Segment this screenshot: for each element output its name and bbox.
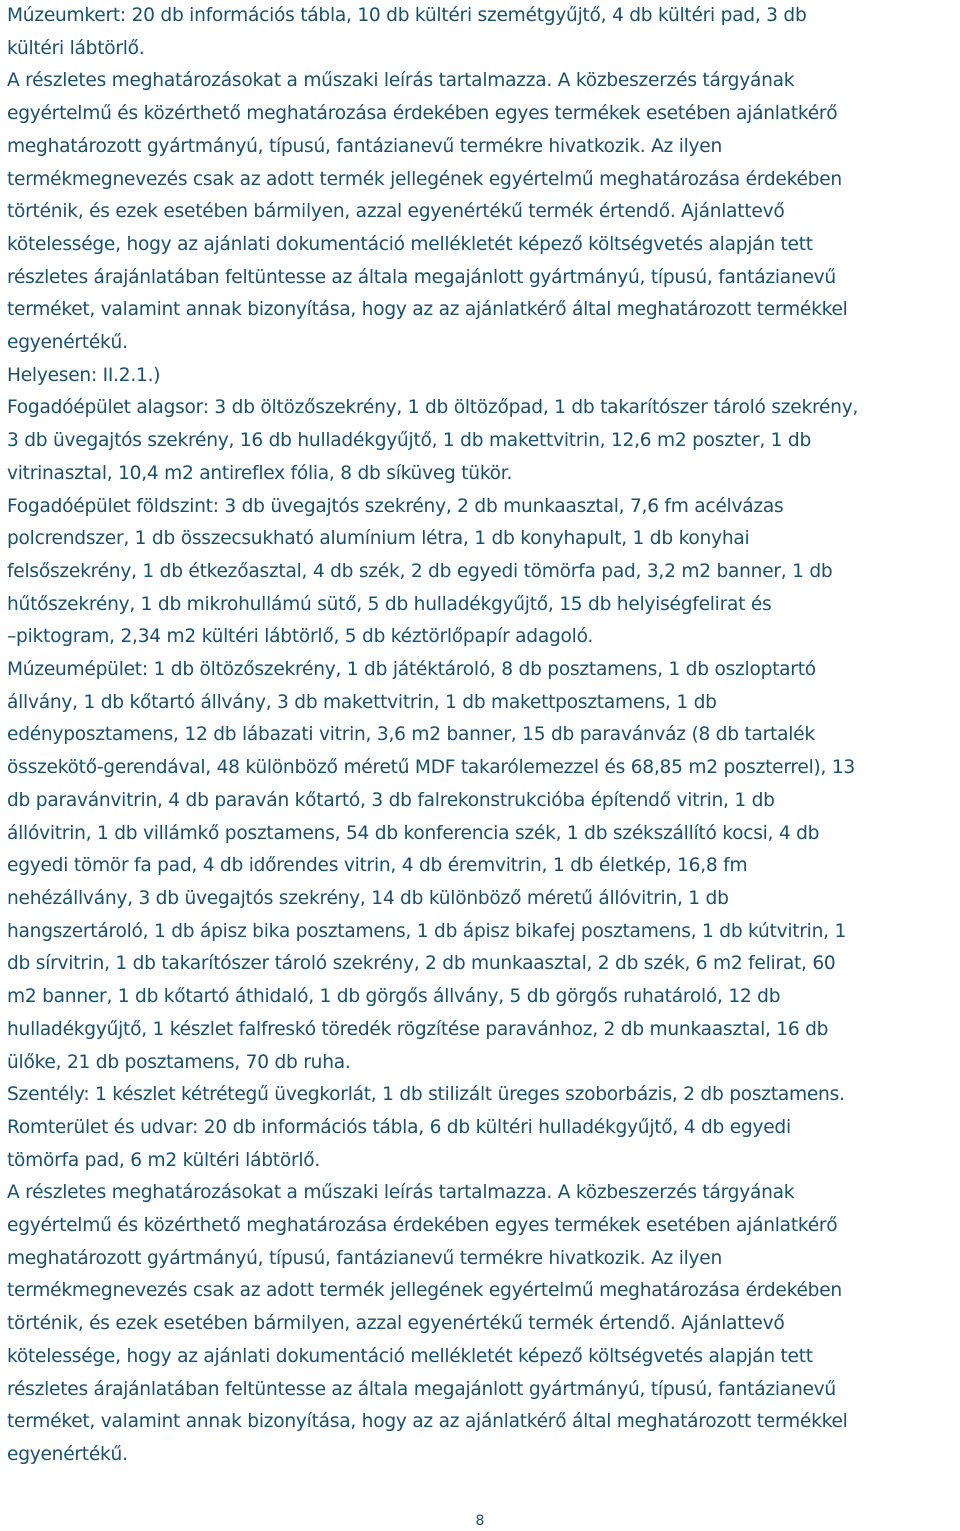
text-line: Múzeumépület: 1 db öltözőszekrény, 1 db játéktároló, 8 db posztamens, 1 db oszloptartó (7, 659, 816, 681)
text-line: egyértelmű és közérthető meghatározása érdekében egyes termékek esetében ajánlatkérő (7, 1215, 838, 1237)
text-line: db paravánvitrin, 4 db paraván kőtartó, 3 db falrekonstrukcióba építendő vitrin, 1 db (7, 789, 775, 811)
text-line: termékmegnevezés csak az adott termék jellegének egyértelmű meghatározása érdekében (7, 168, 842, 190)
text-line: meghatározott gyártmányú, típusú, fantázianevű termékre hivatkozik. Az ilyen (7, 1247, 723, 1269)
text-line: egyedi tömör fa pad, 4 db időrendes vitrin, 4 db éremvitrin, 1 db életkép, 16,8 fm (7, 855, 748, 877)
text-line: meghatározott gyártmányú, típusú, fantázianevű termékre hivatkozik. Az ilyen (7, 135, 723, 157)
text-line: ülőke, 21 db posztamens, 70 db ruha. (7, 1051, 351, 1073)
text-line: kötelessége, hogy az ajánlati dokumentáció mellékletét képező költségvetés alapján tett (7, 233, 813, 255)
text-line: történik, és ezek esetében bármilyen, azzal egyenértékű termék értendő. Ajánlattevő (7, 201, 785, 223)
text-line: állóvitrin, 1 db villámkő posztamens, 54 db konferencia szék, 1 db székszállító kocsi, 4 db (7, 822, 820, 844)
section-reference: Helyesen: II.2.1.) (7, 364, 161, 386)
text-line: A részletes meghatározásokat a műszaki leírás tartalmazza. A közbeszerzés tárgyának (7, 70, 795, 92)
text-line: vitrinasztal, 10,4 m2 antireflex fólia, 8 db síküveg tükör. (7, 462, 513, 484)
text-line: A részletes meghatározásokat a műszaki leírás tartalmazza. A közbeszerzés tárgyának (7, 1182, 795, 1204)
text-line: termékmegnevezés csak az adott termék jellegének egyértelmű meghatározása érdekében (7, 1280, 842, 1302)
text-line: nehézállvány, 3 db üvegajtós szekrény, 14 db különböző méretű állóvitrin, 1 db (7, 887, 729, 909)
text-line: tömörfa pad, 6 m2 kültéri lábtörlő. (7, 1149, 321, 1171)
text-line: Fogadóépület alagsor: 3 db öltözőszekrény, 1 db öltözőpad, 1 db takarítószer tároló szekrény, (7, 397, 859, 419)
text-line: részletes árajánlatában feltüntesse az általa megajánlott gyártmányú, típusú, fantázianevű (7, 1378, 836, 1400)
text-line: polcrendszer, 1 db összecsukható alumínium létra, 1 db konyhapult, 1 db konyhai (7, 528, 750, 550)
text-line: egyértelmű és közérthető meghatározása érdekében egyes termékek esetében ajánlatkérő (7, 103, 838, 125)
document-body (7, 0, 957, 1472)
text-line: –piktogram, 2,34 m2 kültéri lábtörlő, 5 db kéztörlőpapír adagoló. (7, 626, 594, 648)
page-number: 8 (475, 1513, 485, 1529)
text-line: egyenértékű. (7, 1443, 128, 1465)
text-line: m2 banner, 1 db kőtartó áthidaló, 1 db görgős állvány, 5 db görgős ruhatároló, 12 db (7, 986, 781, 1008)
text-line: felsőszekrény, 1 db étkezőasztal, 4 db szék, 2 db egyedi tömörfa pad, 3,2 m2 banner, 1 db (7, 560, 833, 582)
text-line: állvány, 1 db kőtartó állvány, 3 db makettvitrin, 1 db makettposztamens, 1 db (7, 691, 717, 713)
text-line: terméket, valamint annak bizonyítása, hogy az az ajánlatkérő által meghatározott termékkel (7, 1411, 848, 1433)
text-line: történik, és ezek esetében bármilyen, azzal egyenértékű termék értendő. Ajánlattevő (7, 1313, 785, 1335)
text-line: hangszertároló, 1 db ápisz bika posztamens, 1 db ápisz bikafej posztamens, 1 db kútvitrin, 1 (7, 920, 847, 942)
text-line: terméket, valamint annak bizonyítása, hogy az az ajánlatkérő által meghatározott termékkel (7, 299, 848, 321)
text-line: hulladékgyűjtő, 1 készlet falfreskó töredék rögzítése paravánhoz, 2 db munkaasztal, 16 db (7, 1018, 829, 1040)
text-line: Szentély: 1 készlet kétrétegű üvegkorlát, 1 db stilizált üreges szoborbázis, 2 db posztamens. (7, 1084, 845, 1106)
text-line: db sírvitrin, 1 db takarítószer tároló szekrény, 2 db munkaasztal, 2 db szék, 6 m2 felirat, 60 (7, 953, 836, 975)
text-line: 3 db üvegajtós szekrény, 16 db hulladékgyűjtő, 1 db makettvitrin, 12,6 m2 poszter, 1 db (7, 430, 812, 452)
text-line: összekötő-gerendával, 48 különböző méretű MDF takarólemezzel és 68,85 m2 poszterrel), 13 (7, 757, 855, 779)
text-line: edényposztamens, 12 db lábazati vitrin, 3,6 m2 banner, 15 db paravánváz (8 db tartalék (7, 724, 815, 746)
text-line: Fogadóépület földszint: 3 db üvegajtós szekrény, 2 db munkaasztal, 7,6 fm acélvázas (7, 495, 784, 517)
text-line: részletes árajánlatában feltüntesse az általa megajánlott gyártmányú, típusú, fantázianevű (7, 266, 836, 288)
text-line: hűtőszekrény, 1 db mikrohullámú sütő, 5 db hulladékgyűjtő, 15 db helyiségfelirat és (7, 593, 772, 615)
text-line: Múzeumkert: 20 db információs tábla, 10 db kültéri szemétgyűjtő, 4 db kültéri pad, 3 db (7, 5, 807, 26)
text-line: egyenértékű. (7, 332, 128, 354)
text-line: kültéri lábtörlő. (7, 37, 145, 59)
text-line: Romterület és udvar: 20 db információs tábla, 6 db kültéri hulladékgyűjtő, 4 db egyedi (7, 1116, 791, 1138)
text-line: kötelessége, hogy az ajánlati dokumentáció mellékletét képező költségvetés alapján tett (7, 1345, 813, 1367)
